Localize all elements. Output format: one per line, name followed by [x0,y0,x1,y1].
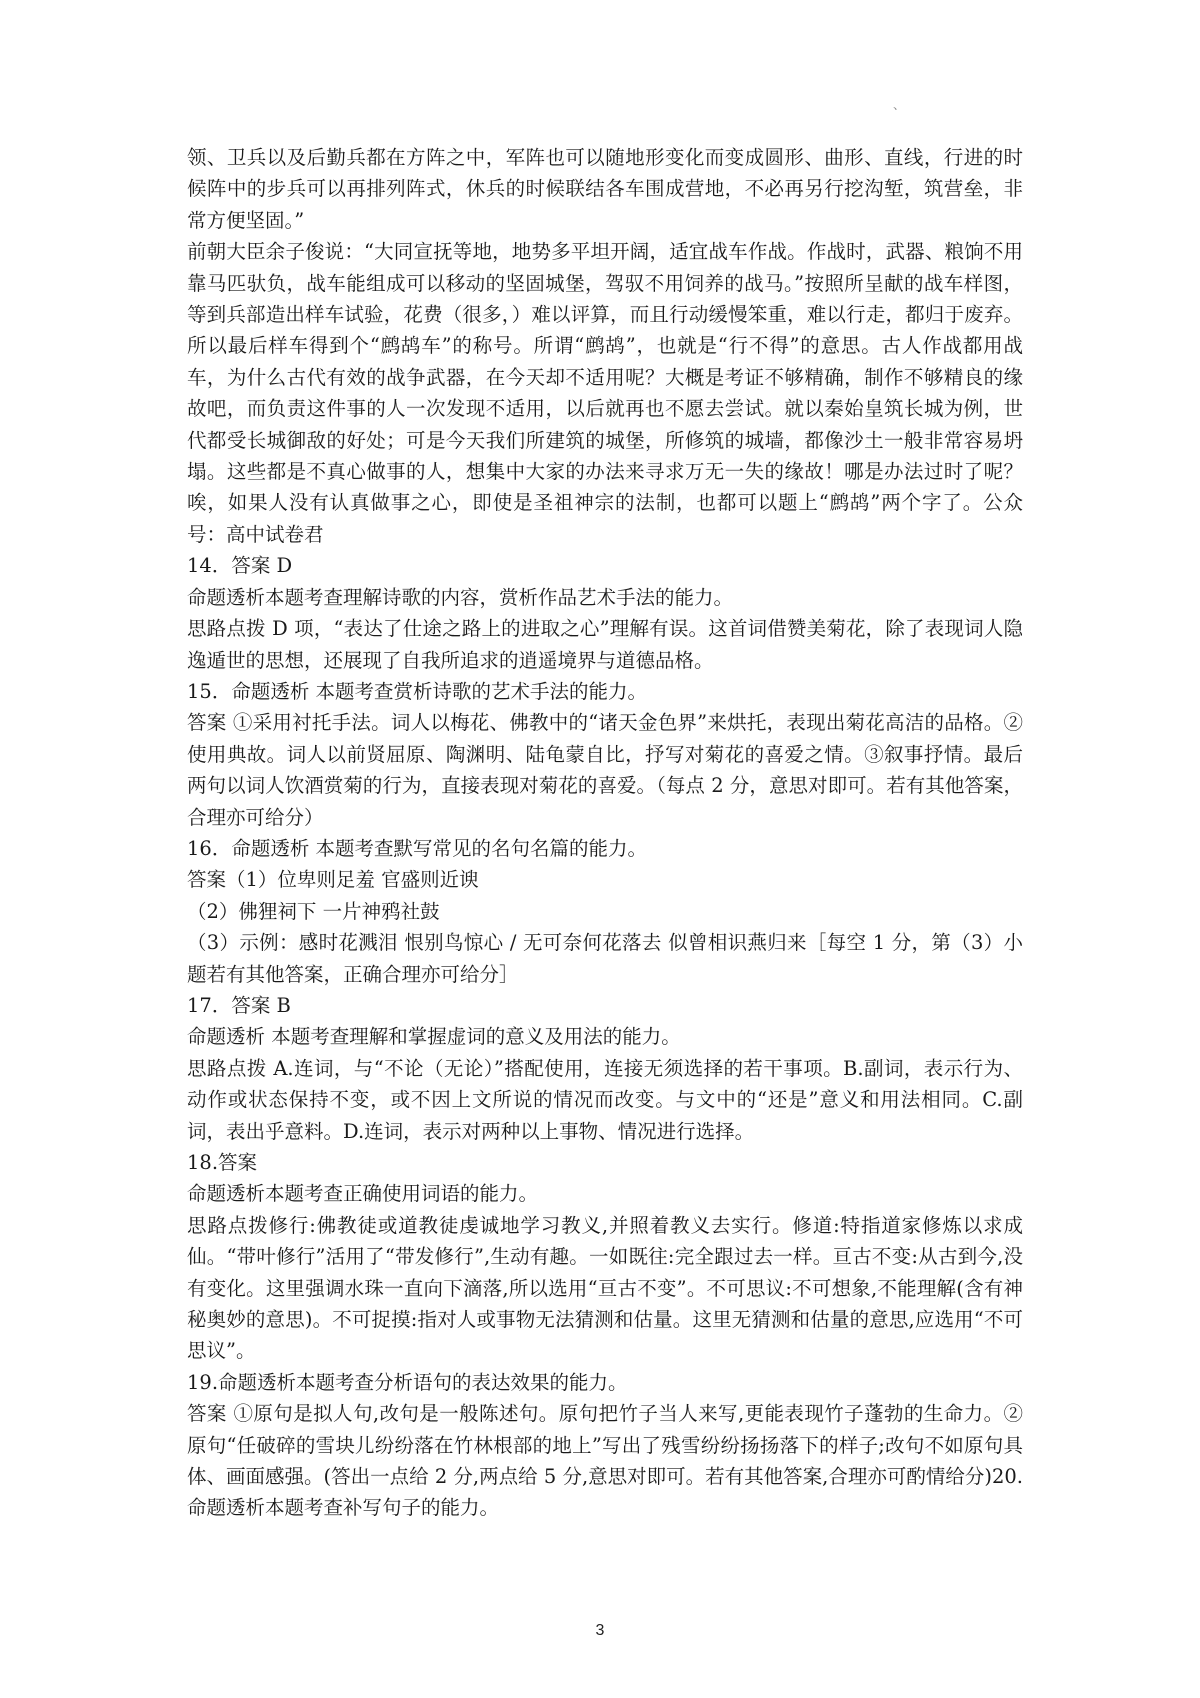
page-number: 3 [595,1622,605,1639]
answer-18-heading: 18.答案 [187,1151,258,1174]
answer-18-hint: 思路点拨修行:佛教徒或道教徒虔诚地学习教义,并照着教义去实行。修道:特指道家修炼以求成仙。“带叶修行”活用了“带发修行”,生动有趣。一如既往:完全跟过去一样。亘古不变:从古到今,没有变化。这里强调水珠一直向下滴落,所以选用“亘古不变”。不可思议:不可想象,不能理解(含有神秘奥妙的意思)。不可捉摸:指对人或事物无法猜测和估量。这里无猜测和估量的意思,应选用“不可思议”。 [187,1213,1023,1363]
answer-15-heading: 15．命题透析 本题考查赏析诗歌的艺术手法的能力。 [187,679,648,703]
answer-text-body [187,142,1023,1524]
paragraph-translation: 前朝大臣余子俊说：“大同宣抚等地，地势多平坦开阔，适宜战车作战。作战时，武器、粮饷不用靠马匹驮负，战车能组成可以移动的坚固城堡，驾驭不用饲养的战马。”按照所呈献的战车样图，等到兵部造出样车试验，花费（很多，）难以评算，而且行动缓慢笨重，难以行走，都归于废弃。所以最后样车得到个“鹧鸪车”的称号。所谓“鹧鸪”，也就是“行不得”的意思。古人作战都用战车，为什么古代有效的战争武器，在今天却不适用呢？大概是考证不够精确，制作不够精良的缘故吧，而负责这件事的人一次发现不适用，以后就再也不愿去尝试。就以秦始皇筑长城为例，世代都受长城御敌的好处；可是今天我们所建筑的城堡，所修筑的城墙，都像沙土一般非常容易坍塌。这些都是不真心做事的人，想集中大家的办法来寻求万无一失的缘故！哪是办法过时了呢？唉，如果人没有认真做事之心，即使是圣祖神宗的法制，也都可以题上“鹧鸪”两个字了。公众号：高中试卷君 [187,240,1023,546]
answer-16-item-1: 答案（1）位卑则足羞 官盛则近谀 [187,868,479,892]
answer-14-analysis: 命题透析本题考查理解诗歌的内容，赏析作品艺术手法的能力。 [187,585,734,609]
answer-16-item-2: （2）佛狸祠下 一片神鸦社鼓 [187,899,440,923]
answer-19-answer: 答案 ①原句是拟人句,改句是一般陈述句。原句把竹子当人来写,更能表现竹子蓬勃的生命力。②原句“任破碎的雪块儿纷纷落在竹林根部的地上”写出了残雪纷纷扬扬落下的样子;改句不如原句具体、画面感强。(答出一点给 2 分,两点给 5 分,意思对即可。若有其他答案,合理亦可酌情给分)20.命题透析本题考查补写句子的能力。 [187,1402,1023,1520]
answer-18-analysis: 命题透析本题考查正确使用词语的能力。 [187,1182,539,1206]
scan-mark: 、 [893,98,906,112]
answer-17-heading: 17．答案 B [187,993,291,1017]
answer-17-analysis: 命题透析 本题考查理解和掌握虚词的意义及用法的能力。 [187,1025,681,1049]
paragraph-continuation: 领、卫兵以及后勤兵都在方阵之中，军阵也可以随地形变化而变成圆形、曲形、直线，行进的时候阵中的步兵可以再排列阵式，休兵的时候联结各车围成营地，不必再另行挖沟堑，筑营垒，非常方便坚固。” [187,146,1023,232]
answer-14-heading: 14．答案 D [187,554,293,578]
answer-15-answer: 答案 ①采用衬托手法。词人以梅花、佛教中的“诸天金色界”来烘托，表现出菊花高洁的品格。②使用典故。词人以前贤屈原、陶渊明、陆龟蒙自比，抒写对菊花的喜爱之情。③叙事抒情。最后两句以词人饮酒赏菊的行为，直接表现对菊花的喜爱。（每点 2 分，意思对即可。若有其他答案，合理亦可给分） [187,711,1023,829]
answer-16-item-3: （3）示例：感时花溅泪 恨别鸟惊心 / 无可奈何花落去 似曾相识燕归来［每空 1 分，第（3）小题若有其他答案，正确合理亦可给分］ [187,931,1023,986]
answer-17-hint: 思路点拨 A.连词，与“不论（无论）”搭配使用，连接无须选择的若干事项。B.副词，表示行为、动作或状态保持不变，或不因上文所说的情况而改变。与文中的“还是”意义和用法相同。C.副词，表出乎意料。D.连词，表示对两种以上事物、情况进行选择。 [187,1056,1023,1143]
answer-19-heading: 19.命题透析本题考查分析语句的表达效果的能力。 [187,1370,628,1394]
answer-14-hint: 思路点拨 D 项，“表达了仕途之路上的进取之心”理解有误。这首词借赞美菊花，除了表现词人隐逸遁世的思想，还展现了自我所追求的逍遥境界与道德品格。 [187,617,1023,672]
answer-16-heading: 16．命题透析 本题考查默写常见的名句名篇的能力。 [187,836,648,860]
